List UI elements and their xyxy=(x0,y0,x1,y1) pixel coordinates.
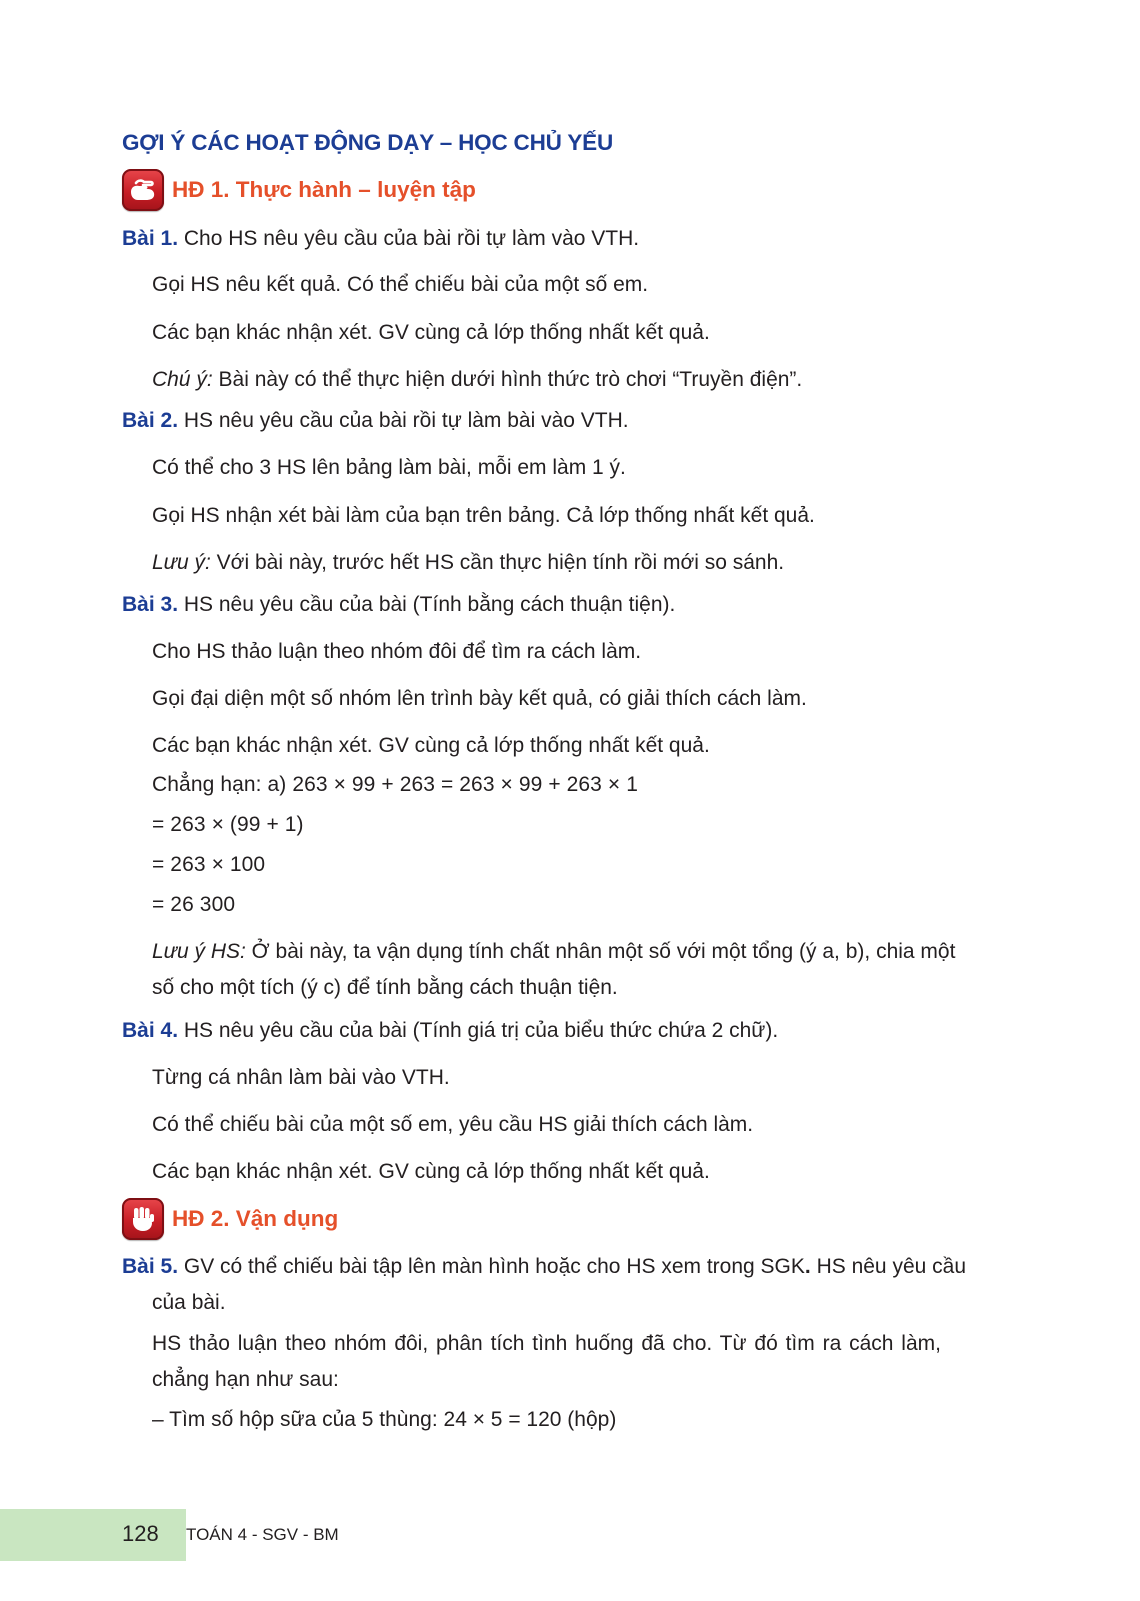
bai3-note-prefix: Lưu ý HS: xyxy=(152,940,246,963)
bai4-intro xyxy=(122,1018,778,1044)
bai2-intro xyxy=(122,408,629,434)
bai2-label: Bài 2. xyxy=(122,409,179,432)
section-hd2-title: HĐ 2. Vận dụng xyxy=(172,1206,339,1231)
bai3-math-2: = 263 × (99 + 1) xyxy=(152,813,304,836)
page-number: 128 xyxy=(122,1521,159,1546)
bai3-line-3: Các bạn khác nhận xét. GV cùng cả lớp thống nhất kết quả. xyxy=(152,734,710,757)
bai2-note-prefix: Lưu ý: xyxy=(152,551,211,574)
bai3-note-text: Ở bài này, ta vận dụng tính chất nhân một số với một tổng (ý a, b), chia một xyxy=(245,940,956,963)
bai5-line-3: HS thảo luận theo nhóm đôi, phân tích tình huống đã cho. Từ đó tìm ra cách làm, xyxy=(152,1332,941,1355)
bai2-text: HS nêu yêu cầu của bài rồi tự làm bài vào VTH. xyxy=(178,409,629,432)
bai4-label: Bài 4. xyxy=(122,1019,179,1042)
bai3-intro xyxy=(122,592,675,618)
bai1-note-prefix: Chú ý: xyxy=(152,368,213,391)
bai5-text-end: HS nêu yêu cầu xyxy=(810,1255,966,1278)
bai3-text: HS nêu yêu cầu của bài (Tính bằng cách thuận tiện). xyxy=(178,593,676,616)
bai5-line-4: chẳng hạn như sau: xyxy=(152,1368,339,1391)
bai1-label: Bài 1. xyxy=(122,227,179,250)
bai5-label: Bài 5. xyxy=(122,1255,179,1278)
bai4-line-1: Từng cá nhân làm bài vào VTH. xyxy=(152,1066,450,1089)
hands-icon xyxy=(122,169,164,211)
bai3-math-1: Chẳng hạn: a) 263 × 99 + 263 = 263 × 99 + 263 × 1 xyxy=(152,773,638,796)
bai5-intro xyxy=(122,1254,966,1280)
bai2-note-text: Với bài này, trước hết HS cần thực hiện tính rồi mới so sánh. xyxy=(210,551,785,574)
bai2-line-2: Gọi HS nhận xét bài làm của bạn trên bảng. Cả lớp thống nhất kết quả. xyxy=(152,504,815,527)
bai4-line-3: Các bạn khác nhận xét. GV cùng cả lớp thống nhất kết quả. xyxy=(152,1160,710,1183)
bai5-dot: . xyxy=(804,1255,811,1278)
fist-icon xyxy=(122,1198,164,1240)
page-title: GỢI Ý CÁC HOẠT ĐỘNG DẠY – HỌC CHỦ YẾU xyxy=(122,130,614,155)
section-hd2-header xyxy=(122,1197,338,1241)
bai1-line-2: Các bạn khác nhận xét. GV cùng cả lớp thống nhất kết quả. xyxy=(152,321,710,344)
bai4-text: HS nêu yêu cầu của bài (Tính giá trị của biểu thức chứa 2 chữ). xyxy=(178,1019,779,1042)
bai5-line-5: – Tìm số hộp sữa của 5 thùng: 24 × 5 = 120 (hộp) xyxy=(152,1408,617,1431)
bai5-text: GV có thể chiếu bài tập lên màn hình hoặc cho HS xem trong SGK xyxy=(178,1255,805,1278)
bai2-note xyxy=(152,550,784,576)
section-hd1-title: HĐ 1. Thực hành – luyện tập xyxy=(172,177,476,202)
bai3-math-4: = 26 300 xyxy=(152,893,236,916)
bai1-text: Cho HS nêu yêu cầu của bài rồi tự làm vào VTH. xyxy=(178,227,640,250)
bai1-intro xyxy=(122,226,639,252)
bai4-line-2: Có thể chiếu bài của một số em, yêu cầu HS giải thích cách làm. xyxy=(152,1113,754,1136)
bai1-note-text: Bài này có thể thực hiện dưới hình thức trò chơi “Truyền điện”. xyxy=(212,368,803,391)
book-title: TOÁN 4 - SGV - BM xyxy=(186,1525,339,1544)
bai3-note xyxy=(152,939,955,965)
bai1-line-1: Gọi HS nêu kết quả. Có thể chiếu bài của một số em. xyxy=(152,273,649,296)
bai3-math-3: = 263 × 100 xyxy=(152,853,266,876)
bai2-line-1: Có thể cho 3 HS lên bảng làm bài, mỗi em làm 1 ý. xyxy=(152,456,626,479)
bai3-line-1: Cho HS thảo luận theo nhóm đôi để tìm ra cách làm. xyxy=(152,640,642,663)
bai3-label: Bài 3. xyxy=(122,593,179,616)
bai5-line-2: của bài. xyxy=(152,1291,226,1314)
section-hd1-header xyxy=(122,168,476,212)
bai3-line-2: Gọi đại diện một số nhóm lên trình bày kết quả, có giải thích cách làm. xyxy=(152,687,807,710)
bai1-note xyxy=(152,367,802,393)
bai3-note-line-2: số cho một tích (ý c) để tính bằng cách thuận tiện. xyxy=(152,976,618,999)
